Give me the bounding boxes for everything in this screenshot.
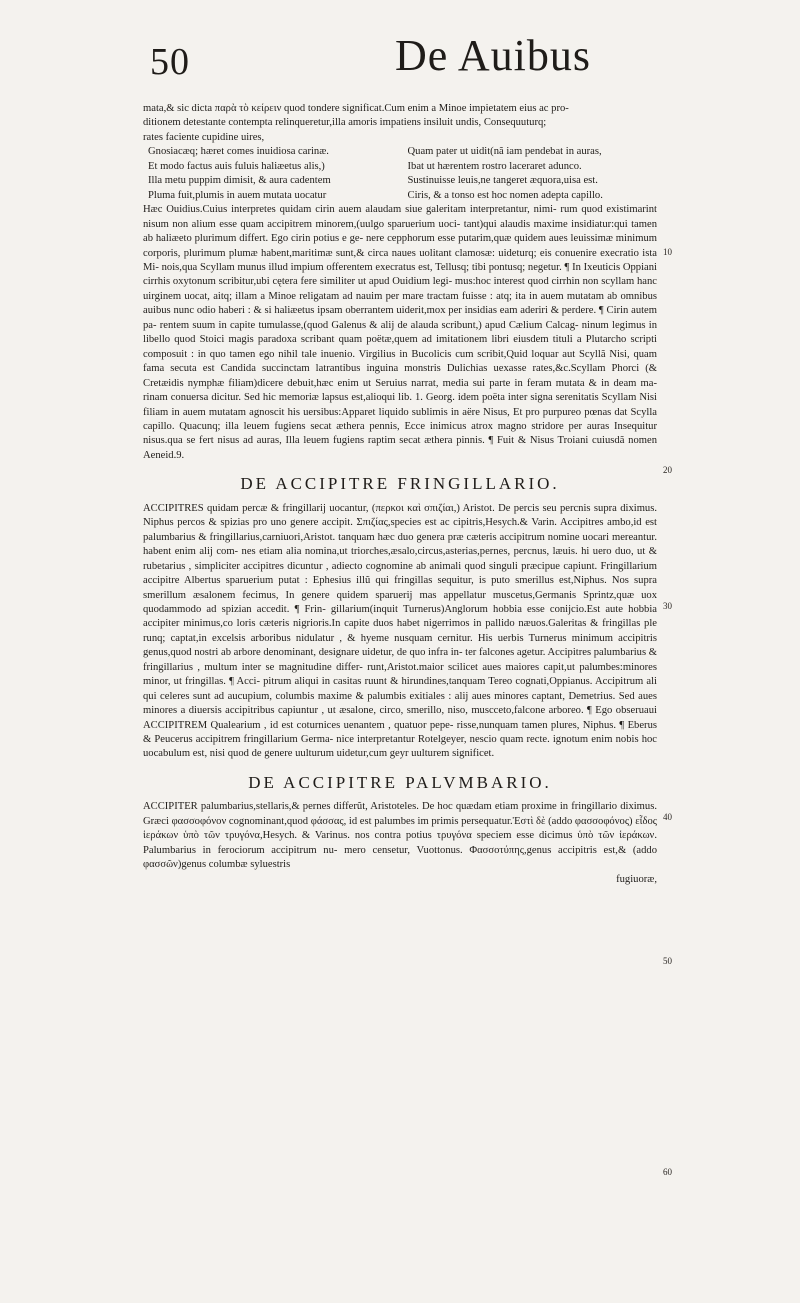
main-text — [143, 102, 657, 887]
running-head: De Auibus — [395, 31, 591, 80]
verse-line: Ciris, & a tonso est hoc nomen adepta capillo. — [407, 189, 603, 201]
margin-line-number: 10 — [663, 247, 672, 257]
paragraph-ouidius: Hæc Ouidius.Cuius interpretes quidam cirin auem alaudam siue galeritam interpretantur, nimi- rum quod existimarint nisum non alium esse quam accipitrem minorem,(uulgo sparuerium uoci- tant)qui alaudis maxime insidiatur:qui tamen ab haliæeto plurimum differt. Ego cirin potius e ge- nere cepphorum esse putarim,quæ quidem aues leuissimæ minimum corporis, plurimum plumæ habent,maritimæ sunt,& circa naues uolitant clamosæ: uideturq; eis conuenire execratio ista Mi- nois,qua Scyllam munus illud impium offerentem execratus est, Tellusq; tibi pontusq; negetur. ¶ In Ixeuticis Oppiani cirrhis oxytonum scribitur,ubi cętera fere similiter ut apud Ouidium legi- mus:hoc interest quod cirrhin non scyllam hanc uirginem uocat, aitq; illam a Minoe religatam ad nauim per mare tractam fuisse : atq; ita in auem mutatam ab omnibus auibus nunc odio haberi : & si haliæetus ipsam oberrantem uiderit,mox per insidias eam aderiri & perdere. ¶ Cirin autem pa- rentem suum in capite tumulasse,(quod Galenus & alij de alauda scribunt,) apud Cælium Calcag- ninum legimus in libello quod Stoici magis paradoxa scribant quam poëtæ,quem ad imitationem libri eiusdem tituli a Plutarcho scripti composuit : in quo tamen ego nihil tale inuenio. Virgilius in Bucolicis cum scribit,Quid loquar aut Scyllã Nisi, quam fama secuta est Candida succinctam latrantibus inguina monstris Dulichias uexasse rates,&c.Scyllam Phorci (& Cretæidis nymphæ filiam)dicere debuit,hæc enim ut Seruius narrat, media sui parte in feram mutata & in deam ma- rinam conuersa dicitur. Sed hic memoriæ lapsus est,alioqui lib. 1. Georg. idem poëta inter signa serenitatis Scyllam Nisi filiam in auem mutatam agnoscit his uersibus:Apparet liquido sublimis in aëre Nisus, Et pro purpureo pœnas dat Scylla capillo. Quacunq; illa leuem fugiens secat æthera pennis, Ecce inimicus atrox magno stridore per auras Insequitur nisus.qua se fert nisus ad auras, Illa leuem fugiens raptim secat æthera pinnis. ¶ Fuit & Nisus Troiani cuiusdã nomen Aeneid.9. — [143, 204, 657, 461]
verse-line: Quam pater ut uidit(nã iam pendebat in auras, — [407, 146, 602, 158]
section-heading: DE ACCIPITRE FRINGILLARIO. — [240, 474, 560, 494]
text-line: mata,& sic dicta παρὰ τὸ κείρειν quod tondere significat.Cum enim a Minoe impietatem eius ac pro- — [143, 103, 569, 114]
text-line: rates faciente cupidine uires, — [143, 131, 265, 143]
page-header — [150, 30, 650, 90]
paragraph-palumbario: ACCIPITER palumbarius,stellaris,& pernes differũt, Aristoteles. De hoc quædam etiam proxime in fringillario diximus. Græci φασσοφόνον cognominant,quod φάσσας, id est palumbes im primis persequatur.Ἐστὶ δὲ (addo φασσοφόνος) εἶδος ἱεράκων ὑπὸ τῶν τρυγόνα,Hesych. & Varinus. nos contra potius τρυγόνα speciem esse dicimus ὑπὸ τῶν ἱεράκων. Palumbarius in ferociorum accipitrum nu- mero censetur, Vuottonus. Φασσοτύπης,genus accipitris est,& (addo φασσῶν)genus columbæ syluestris — [143, 801, 657, 871]
margin-line-number: 50 — [663, 956, 672, 966]
catchword: fugiuoræ, — [616, 873, 657, 885]
margin-line-number: 60 — [663, 1167, 672, 1177]
section-heading: DE ACCIPITRE PALVMBARIO. — [248, 772, 552, 792]
margin-line-number: 30 — [663, 601, 672, 611]
verse-line: Ibat ut hærentem rostro laceraret adunco. — [407, 160, 582, 172]
verse-line: Gnosiacæq; hæret comes inuidiosa carinæ. — [148, 146, 329, 158]
paragraph-fringillario: ACCIPITRES quidam percæ & fringillarij uocantur, (περκοι καὶ σπιζίαι,) Aristot. De percis seu percnis supra diximus. Niphus percos & spizias pro uno genere accipit. Σπιζίας,species est ac cipitris,Hesych.& Varin. Accipitres ambo,id est palumbarius & fringillarius,carniuori,Aristot. tanquam hæc duo genera præ cæteris accipitrum nomine uocari mereantur. habent enim alij com- nes etiam alia nomina,ut triorches,æsalo,circus,asterias,pernes, percnus, læuis. hi uero duo, ut & rubetarius , simpliciter accipitres dicuntur , adiecto cognomine ab animali quod singuli præcipue capiunt. Fringillarium accipitre Albertus sparuerium putat : Ephesius illũ qui fringillas sequitur, is puto smerillus est,Niphus. Nos supra smerillum æsalonem fecimus, In genere quidem sparuerij mas appellatur muscetus,Germanis Sprintz,quæ uox quodammodo ad spizian accedit. ¶ Frin- gillarium(inquit Turnerus)Anglorum hobbia esse conijcio.Est aute hobbia accipiter minimus,co loris cæteris nigrioris.In capite duos habet nigerrimos in pallido næuos.Galeritas & fringillas ple runq; captat,in excelsis arboribus nidulatur , & hyeme nusquam cernitur. His uerbis Turnerus minimum accipitris genus,quod nostri ab arbore denominant, designare uidetur, de quo infra in- ter falcones agetur. Accipitres palumbarius & fringillarius , multum inter se magnitudine differ- runt,Aristot.maior scilicet aues maiores capit,ut palumbes:minores minor, ut fringillas. ¶ Acci- pitrum aliqui in casitas ruunt & hirundines,tanquam Tereo cognati,Oppianus. Accipitrum ali qui celeres sunt ad aucupium, columbis maxime & palumbis exitiales : alij aues minores captant, Demetrius. Sed aues minores a diuersis accipitribus capiuntur , ut æsalone, circo, smerillo, niso, muscceto,falcone arboreo. ¶ Ego obseruaui ACCIPITREM Qualearium , id est coturnices uenantem , quatuor pepe- risse,nunquam tamen plures, Niphus. ¶ Eberus & Peucerus accipitrem fringillarium Germa- nice interpretantur Rotelgeyer, nescio quam recte. ignotum enim nobis hoc uocabulum est, nisi quod de genere uulturum uidetur,cum geyr uulturem significet. — [143, 502, 657, 760]
margin-line-number: 40 — [663, 812, 672, 822]
text-line: ditionem detestante contempta relinqueretur,illa amoris impatiens insiluit undis, Consequuturq; — [143, 117, 547, 129]
verse-line: Sustinuisse leuis,ne tangeret æquora,uisa est. — [407, 175, 598, 187]
verse-line: Pluma fuit,plumis in auem mutata uocatur — [148, 189, 327, 201]
page-number: 50 — [150, 41, 190, 83]
verse-block — [143, 145, 657, 203]
verse-line: Et modo factus auis fuluis haliæetus alis,) — [148, 160, 325, 172]
verse-line: Illa metu puppim dimisit, & aura cadentem — [148, 175, 331, 187]
margin-line-number: 20 — [663, 465, 672, 475]
